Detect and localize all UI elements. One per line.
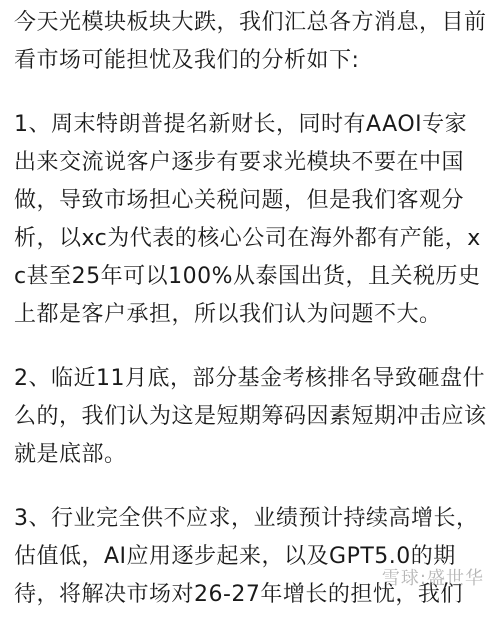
- post-point-1: 1、周末特朗普提名新财长，同时有AAOI专家出来交流说客户逐步有要求光模块不要在中国做，导致市场担心关税问题，但是我们客观分析，以xc为代表的核心公司在海外都有产能，xc甚至25年可以100%从泰国出货，且关税历史上都是客户承担，所以我们认为问题不大。: [14, 112, 481, 327]
- post-content: [14, 4, 488, 640]
- watermark: 雪球:盛世华: [381, 568, 484, 589]
- post-intro: 今天光模块板块大跌，我们汇总各方消息，目前看市场可能担忧及我们的分析如下:: [14, 10, 487, 73]
- post-point-3: 3、行业完全供不应求，业绩预计持续高增长，估值低，AI应用逐步起来，以及GPT5.0的期待，将解决市场对26-27年增长的担忧，我们: [14, 506, 479, 607]
- post-point-2: 2、临近11月底，部分基金考核排名导致砸盘什么的，我们认为这是短期筹码因素短期冲击应该就是底部。: [14, 366, 487, 467]
